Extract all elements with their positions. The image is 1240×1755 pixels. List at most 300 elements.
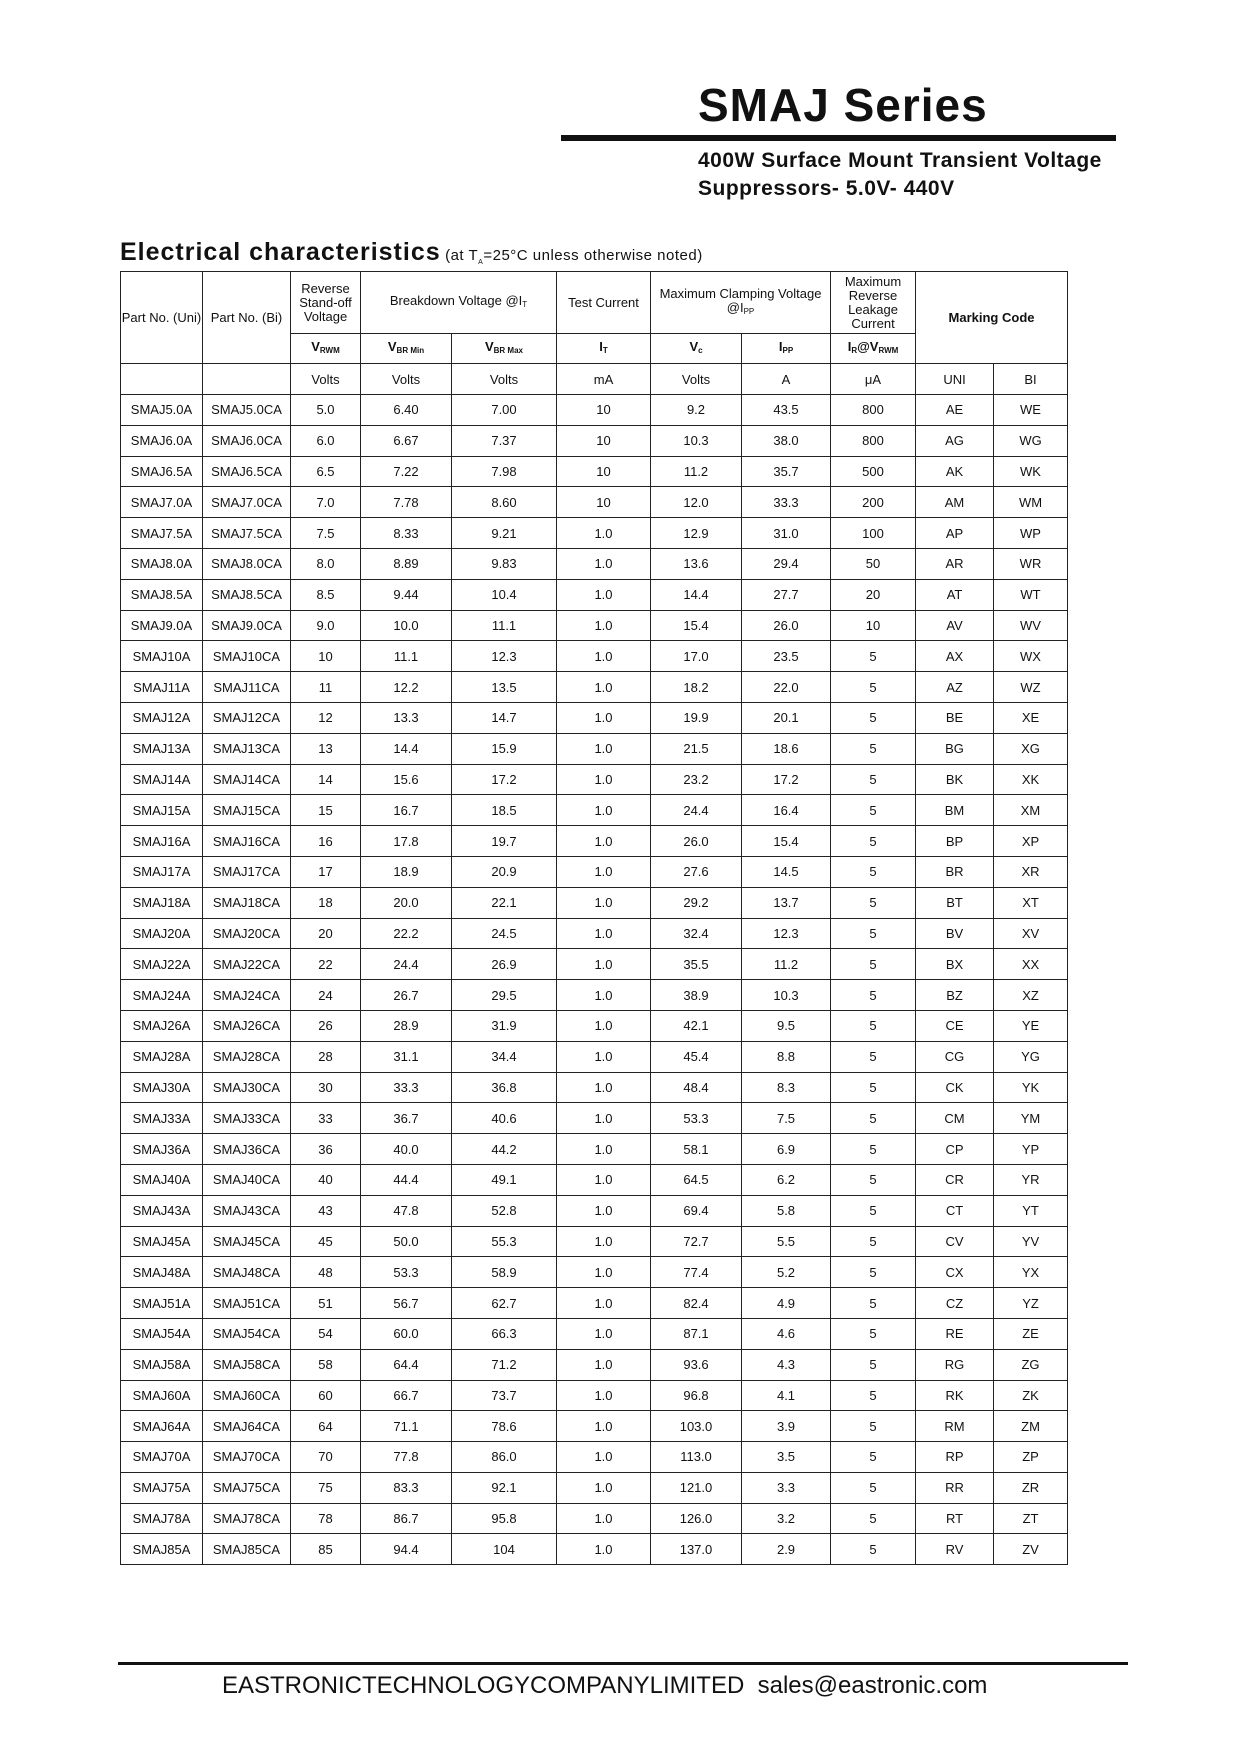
cell-ir: 20 bbox=[831, 579, 916, 610]
table-row bbox=[121, 1411, 1068, 1442]
cell-vrwm: 33 bbox=[291, 1103, 361, 1134]
symbol-vbr-max-main: V bbox=[484, 338, 494, 354]
cell-vrwm: 58 bbox=[291, 1349, 361, 1380]
cell-marking-bi: XV bbox=[994, 918, 1068, 949]
cell-vc: 77.4 bbox=[651, 1257, 742, 1288]
cell-part-bi: SMAJ9.0CA bbox=[203, 610, 291, 641]
table-row bbox=[121, 1195, 1068, 1226]
cell-vrwm: 24 bbox=[291, 980, 361, 1011]
cell-vbr-max: 17.2 bbox=[452, 764, 557, 795]
cell-vrwm: 36 bbox=[291, 1134, 361, 1165]
cell-ipp: 8.3 bbox=[742, 1072, 831, 1103]
cell-vbr-max: 49.1 bbox=[452, 1164, 557, 1195]
cell-ir: 100 bbox=[831, 518, 916, 549]
cell-marking-bi: YE bbox=[994, 1010, 1068, 1041]
cell-part-bi: SMAJ10CA bbox=[203, 641, 291, 672]
cell-vbr-max: 19.7 bbox=[452, 826, 557, 857]
cell-part-uni: SMAJ64A bbox=[121, 1411, 203, 1442]
cell-marking-uni: AE bbox=[916, 395, 994, 426]
cell-marking-uni: BT bbox=[916, 887, 994, 918]
cell-marking-bi: YV bbox=[994, 1226, 1068, 1257]
cell-marking-uni: CX bbox=[916, 1257, 994, 1288]
cell-part-bi: SMAJ11CA bbox=[203, 672, 291, 703]
cell-marking-uni: CV bbox=[916, 1226, 994, 1257]
cell-part-bi: SMAJ13CA bbox=[203, 733, 291, 764]
cell-vbr-min: 94.4 bbox=[361, 1534, 452, 1565]
cell-part-bi: SMAJ12CA bbox=[203, 702, 291, 733]
cell-vc: 13.6 bbox=[651, 548, 742, 579]
cell-marking-uni: AZ bbox=[916, 672, 994, 703]
cell-it: 1.0 bbox=[557, 887, 651, 918]
cell-ipp: 22.0 bbox=[742, 672, 831, 703]
cell-marking-bi: WE bbox=[994, 395, 1068, 426]
cell-part-uni: SMAJ17A bbox=[121, 856, 203, 887]
cell-vbr-max: 34.4 bbox=[452, 1041, 557, 1072]
section-note-suffix: =25°C unless otherwise noted) bbox=[483, 247, 703, 264]
cell-vbr-max: 15.9 bbox=[452, 733, 557, 764]
header-part-bi: Part No. (Bi) bbox=[203, 272, 291, 364]
cell-ir: 5 bbox=[831, 1349, 916, 1380]
cell-vrwm: 45 bbox=[291, 1226, 361, 1257]
cell-part-bi: SMAJ15CA bbox=[203, 795, 291, 826]
unit-vc: Volts bbox=[651, 364, 742, 395]
cell-part-bi: SMAJ30CA bbox=[203, 1072, 291, 1103]
cell-vbr-min: 86.7 bbox=[361, 1503, 452, 1534]
cell-vbr-min: 7.22 bbox=[361, 456, 452, 487]
subtitle-line-1: 400W Surface Mount Transient Voltage bbox=[698, 149, 1102, 172]
cell-marking-bi: WM bbox=[994, 487, 1068, 518]
cell-it: 1.0 bbox=[557, 733, 651, 764]
cell-vbr-max: 13.5 bbox=[452, 672, 557, 703]
cell-part-uni: SMAJ45A bbox=[121, 1226, 203, 1257]
cell-marking-bi: WT bbox=[994, 579, 1068, 610]
table-row bbox=[121, 1349, 1068, 1380]
cell-ir: 5 bbox=[831, 1072, 916, 1103]
cell-vrwm: 60 bbox=[291, 1380, 361, 1411]
cell-marking-uni: CT bbox=[916, 1195, 994, 1226]
cell-marking-bi: ZP bbox=[994, 1442, 1068, 1473]
cell-marking-bi: XP bbox=[994, 826, 1068, 857]
cell-vbr-max: 40.6 bbox=[452, 1103, 557, 1134]
cell-ir: 5 bbox=[831, 1318, 916, 1349]
cell-ir: 5 bbox=[831, 733, 916, 764]
cell-ir: 500 bbox=[831, 456, 916, 487]
cell-vc: 64.5 bbox=[651, 1164, 742, 1195]
subtitle-line-2: Suppressors- 5.0V- 440V bbox=[698, 177, 955, 200]
table-row bbox=[121, 1534, 1068, 1565]
cell-vrwm: 7.0 bbox=[291, 487, 361, 518]
cell-it: 1.0 bbox=[557, 702, 651, 733]
symbol-ir-mid: @V bbox=[857, 338, 879, 354]
cell-vrwm: 8.0 bbox=[291, 548, 361, 579]
cell-vbr-min: 12.2 bbox=[361, 672, 452, 703]
cell-vrwm: 28 bbox=[291, 1041, 361, 1072]
cell-ir: 5 bbox=[831, 1472, 916, 1503]
cell-part-uni: SMAJ6.5A bbox=[121, 456, 203, 487]
cell-ipp: 6.2 bbox=[742, 1164, 831, 1195]
cell-marking-uni: RV bbox=[916, 1534, 994, 1565]
cell-vbr-min: 60.0 bbox=[361, 1318, 452, 1349]
cell-marking-bi: YZ bbox=[994, 1288, 1068, 1319]
symbol-vbr-max-sub: BR Max bbox=[493, 345, 523, 355]
cell-marking-uni: BZ bbox=[916, 980, 994, 1011]
cell-ipp: 3.5 bbox=[742, 1442, 831, 1473]
cell-vrwm: 48 bbox=[291, 1257, 361, 1288]
cell-part-uni: SMAJ15A bbox=[121, 795, 203, 826]
footer-company: EASTRONICTECHNOLOGYCOMPANYLIMITED bbox=[222, 1672, 745, 1699]
cell-vbr-min: 24.4 bbox=[361, 949, 452, 980]
cell-ipp: 12.3 bbox=[742, 918, 831, 949]
cell-marking-uni: CP bbox=[916, 1134, 994, 1165]
cell-ir: 5 bbox=[831, 1534, 916, 1565]
cell-marking-uni: BP bbox=[916, 826, 994, 857]
header-clamping-desc bbox=[651, 272, 831, 334]
cell-ipp: 14.5 bbox=[742, 856, 831, 887]
cell-ir: 5 bbox=[831, 1164, 916, 1195]
symbol-it-sub: T bbox=[602, 345, 608, 355]
cell-vc: 27.6 bbox=[651, 856, 742, 887]
cell-vbr-max: 24.5 bbox=[452, 918, 557, 949]
cell-part-bi: SMAJ78CA bbox=[203, 1503, 291, 1534]
cell-vc: 24.4 bbox=[651, 795, 742, 826]
cell-vrwm: 40 bbox=[291, 1164, 361, 1195]
cell-vbr-max: 104 bbox=[452, 1534, 557, 1565]
table-row bbox=[121, 579, 1068, 610]
cell-marking-uni: RM bbox=[916, 1411, 994, 1442]
cell-it: 1.0 bbox=[557, 1534, 651, 1565]
cell-part-uni: SMAJ78A bbox=[121, 1503, 203, 1534]
section-note bbox=[445, 247, 703, 264]
symbol-ipp-main: I bbox=[778, 338, 783, 354]
cell-part-bi: SMAJ70CA bbox=[203, 1442, 291, 1473]
cell-marking-bi: ZG bbox=[994, 1349, 1068, 1380]
cell-ipp: 18.6 bbox=[742, 733, 831, 764]
cell-vbr-min: 6.67 bbox=[361, 425, 452, 456]
cell-part-uni: SMAJ51A bbox=[121, 1288, 203, 1319]
units-blank-uni bbox=[121, 364, 203, 395]
symbol-it bbox=[557, 334, 651, 364]
cell-marking-uni: AM bbox=[916, 487, 994, 518]
cell-marking-bi: ZV bbox=[994, 1534, 1068, 1565]
table-row bbox=[121, 1041, 1068, 1072]
cell-part-uni: SMAJ22A bbox=[121, 949, 203, 980]
cell-part-uni: SMAJ9.0A bbox=[121, 610, 203, 641]
cell-part-bi: SMAJ60CA bbox=[203, 1380, 291, 1411]
cell-vrwm: 64 bbox=[291, 1411, 361, 1442]
cell-marking-bi: YP bbox=[994, 1134, 1068, 1165]
breakdown-label: Breakdown Voltage @I bbox=[389, 292, 523, 308]
cell-vbr-min: 53.3 bbox=[361, 1257, 452, 1288]
cell-vrwm: 5.0 bbox=[291, 395, 361, 426]
cell-it: 1.0 bbox=[557, 1380, 651, 1411]
cell-marking-uni: RK bbox=[916, 1380, 994, 1411]
cell-vc: 26.0 bbox=[651, 826, 742, 857]
cell-ipp: 9.5 bbox=[742, 1010, 831, 1041]
cell-vbr-min: 71.1 bbox=[361, 1411, 452, 1442]
cell-ipp: 4.9 bbox=[742, 1288, 831, 1319]
cell-vc: 72.7 bbox=[651, 1226, 742, 1257]
table-row bbox=[121, 1257, 1068, 1288]
cell-part-uni: SMAJ20A bbox=[121, 918, 203, 949]
cell-ipp: 11.2 bbox=[742, 949, 831, 980]
cell-vbr-min: 56.7 bbox=[361, 1288, 452, 1319]
cell-ipp: 29.4 bbox=[742, 548, 831, 579]
table-row bbox=[121, 764, 1068, 795]
symbol-vbr-min-sub: BR Min bbox=[396, 345, 425, 355]
cell-part-bi: SMAJ28CA bbox=[203, 1041, 291, 1072]
cell-ipp: 17.2 bbox=[742, 764, 831, 795]
cell-marking-bi: YT bbox=[994, 1195, 1068, 1226]
table-row bbox=[121, 918, 1068, 949]
table-row bbox=[121, 1442, 1068, 1473]
symbol-ipp bbox=[742, 334, 831, 364]
cell-marking-bi: ZT bbox=[994, 1503, 1068, 1534]
cell-vc: 103.0 bbox=[651, 1411, 742, 1442]
cell-vbr-max: 78.6 bbox=[452, 1411, 557, 1442]
table-row bbox=[121, 795, 1068, 826]
cell-vrwm: 85 bbox=[291, 1534, 361, 1565]
cell-part-bi: SMAJ7.0CA bbox=[203, 487, 291, 518]
cell-vbr-min: 20.0 bbox=[361, 887, 452, 918]
cell-part-bi: SMAJ58CA bbox=[203, 1349, 291, 1380]
cell-ipp: 5.8 bbox=[742, 1195, 831, 1226]
table-row bbox=[121, 826, 1068, 857]
cell-marking-bi: WX bbox=[994, 641, 1068, 672]
cell-marking-bi: YM bbox=[994, 1103, 1068, 1134]
cell-it: 1.0 bbox=[557, 918, 651, 949]
cell-it: 1.0 bbox=[557, 1472, 651, 1503]
symbol-vc-main: V bbox=[689, 338, 699, 354]
cell-vrwm: 18 bbox=[291, 887, 361, 918]
cell-vbr-max: 7.37 bbox=[452, 425, 557, 456]
cell-part-uni: SMAJ26A bbox=[121, 1010, 203, 1041]
cell-ipp: 13.7 bbox=[742, 887, 831, 918]
section-title: Electrical characteristics bbox=[120, 238, 441, 266]
cell-vbr-min: 17.8 bbox=[361, 826, 452, 857]
cell-vc: 35.5 bbox=[651, 949, 742, 980]
cell-marking-bi: ZR bbox=[994, 1472, 1068, 1503]
cell-marking-bi: WG bbox=[994, 425, 1068, 456]
cell-ipp: 26.0 bbox=[742, 610, 831, 641]
cell-ir: 5 bbox=[831, 1411, 916, 1442]
cell-it: 1.0 bbox=[557, 548, 651, 579]
cell-part-uni: SMAJ43A bbox=[121, 1195, 203, 1226]
cell-vc: 58.1 bbox=[651, 1134, 742, 1165]
cell-vc: 10.3 bbox=[651, 425, 742, 456]
cell-vc: 96.8 bbox=[651, 1380, 742, 1411]
cell-vc: 12.0 bbox=[651, 487, 742, 518]
cell-vrwm: 54 bbox=[291, 1318, 361, 1349]
cell-marking-bi: YG bbox=[994, 1041, 1068, 1072]
cell-part-bi: SMAJ24CA bbox=[203, 980, 291, 1011]
cell-vc: 38.9 bbox=[651, 980, 742, 1011]
cell-vbr-max: 66.3 bbox=[452, 1318, 557, 1349]
cell-vbr-min: 64.4 bbox=[361, 1349, 452, 1380]
cell-marking-bi: YR bbox=[994, 1164, 1068, 1195]
symbol-ir-sub: R bbox=[851, 345, 858, 355]
cell-vbr-max: 52.8 bbox=[452, 1195, 557, 1226]
cell-vrwm: 75 bbox=[291, 1472, 361, 1503]
cell-vrwm: 78 bbox=[291, 1503, 361, 1534]
cell-vc: 42.1 bbox=[651, 1010, 742, 1041]
cell-marking-bi: WP bbox=[994, 518, 1068, 549]
cell-vrwm: 6.0 bbox=[291, 425, 361, 456]
cell-vbr-min: 28.9 bbox=[361, 1010, 452, 1041]
cell-it: 1.0 bbox=[557, 1134, 651, 1165]
cell-part-uni: SMAJ58A bbox=[121, 1349, 203, 1380]
cell-vbr-min: 8.89 bbox=[361, 548, 452, 579]
table-body bbox=[121, 395, 1068, 1565]
cell-ipp: 33.3 bbox=[742, 487, 831, 518]
cell-marking-bi: XG bbox=[994, 733, 1068, 764]
cell-part-bi: SMAJ75CA bbox=[203, 1472, 291, 1503]
cell-part-bi: SMAJ85CA bbox=[203, 1534, 291, 1565]
cell-part-uni: SMAJ11A bbox=[121, 672, 203, 703]
cell-marking-bi: WK bbox=[994, 456, 1068, 487]
cell-ipp: 4.1 bbox=[742, 1380, 831, 1411]
cell-part-uni: SMAJ7.5A bbox=[121, 518, 203, 549]
cell-vc: 32.4 bbox=[651, 918, 742, 949]
cell-part-bi: SMAJ43CA bbox=[203, 1195, 291, 1226]
cell-vrwm: 13 bbox=[291, 733, 361, 764]
table-row bbox=[121, 1164, 1068, 1195]
cell-ir: 5 bbox=[831, 1257, 916, 1288]
unit-vbr-min: Volts bbox=[361, 364, 452, 395]
cell-vbr-max: 26.9 bbox=[452, 949, 557, 980]
cell-marking-uni: BV bbox=[916, 918, 994, 949]
cell-part-bi: SMAJ6.0CA bbox=[203, 425, 291, 456]
cell-marking-uni: BG bbox=[916, 733, 994, 764]
cell-ipp: 31.0 bbox=[742, 518, 831, 549]
cell-part-uni: SMAJ5.0A bbox=[121, 395, 203, 426]
cell-vbr-min: 14.4 bbox=[361, 733, 452, 764]
cell-part-uni: SMAJ24A bbox=[121, 980, 203, 1011]
cell-ipp: 20.1 bbox=[742, 702, 831, 733]
section-note-prefix: (at T bbox=[445, 247, 479, 264]
table-row bbox=[121, 856, 1068, 887]
cell-part-uni: SMAJ18A bbox=[121, 887, 203, 918]
clamping-label-sub: PP bbox=[743, 306, 755, 316]
cell-vbr-max: 95.8 bbox=[452, 1503, 557, 1534]
cell-marking-uni: BR bbox=[916, 856, 994, 887]
cell-vrwm: 26 bbox=[291, 1010, 361, 1041]
cell-ir: 5 bbox=[831, 1134, 916, 1165]
cell-part-bi: SMAJ54CA bbox=[203, 1318, 291, 1349]
table-row bbox=[121, 456, 1068, 487]
cell-ir: 5 bbox=[831, 795, 916, 826]
cell-marking-bi: XK bbox=[994, 764, 1068, 795]
header-vrwm-desc: Reverse Stand-off Voltage bbox=[291, 272, 361, 334]
cell-vrwm: 17 bbox=[291, 856, 361, 887]
cell-it: 1.0 bbox=[557, 1195, 651, 1226]
cell-vbr-max: 7.00 bbox=[452, 395, 557, 426]
cell-vc: 87.1 bbox=[651, 1318, 742, 1349]
cell-vbr-max: 22.1 bbox=[452, 887, 557, 918]
symbol-ir-main: I bbox=[847, 338, 852, 354]
cell-vbr-max: 55.3 bbox=[452, 1226, 557, 1257]
cell-it: 1.0 bbox=[557, 610, 651, 641]
cell-vbr-min: 66.7 bbox=[361, 1380, 452, 1411]
cell-vc: 15.4 bbox=[651, 610, 742, 641]
table-row bbox=[121, 1072, 1068, 1103]
table-row bbox=[121, 548, 1068, 579]
cell-it: 1.0 bbox=[557, 518, 651, 549]
cell-ipp: 6.9 bbox=[742, 1134, 831, 1165]
cell-part-uni: SMAJ85A bbox=[121, 1534, 203, 1565]
cell-part-uni: SMAJ13A bbox=[121, 733, 203, 764]
cell-it: 1.0 bbox=[557, 1103, 651, 1134]
page-title: SMAJ Series bbox=[698, 79, 988, 131]
cell-vc: 69.4 bbox=[651, 1195, 742, 1226]
cell-it: 1.0 bbox=[557, 641, 651, 672]
symbol-vrwm-sub: RWM bbox=[319, 345, 340, 355]
cell-vbr-max: 62.7 bbox=[452, 1288, 557, 1319]
cell-vbr-min: 83.3 bbox=[361, 1472, 452, 1503]
cell-vbr-min: 50.0 bbox=[361, 1226, 452, 1257]
cell-part-bi: SMAJ45CA bbox=[203, 1226, 291, 1257]
cell-vc: 113.0 bbox=[651, 1442, 742, 1473]
table-row bbox=[121, 980, 1068, 1011]
cell-vc: 93.6 bbox=[651, 1349, 742, 1380]
cell-vrwm: 12 bbox=[291, 702, 361, 733]
table-row bbox=[121, 1288, 1068, 1319]
cell-vbr-max: 86.0 bbox=[452, 1442, 557, 1473]
symbol-vc bbox=[651, 334, 742, 364]
cell-vc: 137.0 bbox=[651, 1534, 742, 1565]
units-blank-bi bbox=[203, 364, 291, 395]
cell-part-uni: SMAJ28A bbox=[121, 1041, 203, 1072]
cell-marking-uni: CE bbox=[916, 1010, 994, 1041]
cell-ir: 800 bbox=[831, 395, 916, 426]
cell-vbr-min: 33.3 bbox=[361, 1072, 452, 1103]
cell-it: 1.0 bbox=[557, 1010, 651, 1041]
cell-part-uni: SMAJ48A bbox=[121, 1257, 203, 1288]
cell-it: 1.0 bbox=[557, 949, 651, 980]
cell-part-bi: SMAJ8.5CA bbox=[203, 579, 291, 610]
cell-vbr-min: 22.2 bbox=[361, 918, 452, 949]
cell-ipp: 3.3 bbox=[742, 1472, 831, 1503]
cell-vbr-max: 92.1 bbox=[452, 1472, 557, 1503]
cell-vbr-max: 10.4 bbox=[452, 579, 557, 610]
table-row bbox=[121, 1103, 1068, 1134]
table-row bbox=[121, 641, 1068, 672]
cell-ir: 5 bbox=[831, 1010, 916, 1041]
symbol-ir bbox=[831, 334, 916, 364]
cell-marking-bi: WZ bbox=[994, 672, 1068, 703]
cell-it: 1.0 bbox=[557, 1257, 651, 1288]
clamping-label: Maximum Clamping Voltage @I bbox=[659, 285, 822, 315]
cell-marking-uni: RP bbox=[916, 1442, 994, 1473]
cell-vrwm: 6.5 bbox=[291, 456, 361, 487]
unit-marking-uni: UNI bbox=[916, 364, 994, 395]
cell-it: 10 bbox=[557, 487, 651, 518]
cell-ir: 5 bbox=[831, 1226, 916, 1257]
cell-marking-bi: XX bbox=[994, 949, 1068, 980]
cell-vbr-max: 11.1 bbox=[452, 610, 557, 641]
cell-part-uni: SMAJ33A bbox=[121, 1103, 203, 1134]
cell-marking-bi: XE bbox=[994, 702, 1068, 733]
cell-vrwm: 11 bbox=[291, 672, 361, 703]
cell-marking-uni: AK bbox=[916, 456, 994, 487]
cell-vrwm: 70 bbox=[291, 1442, 361, 1473]
header-marking-code: Marking Code bbox=[916, 272, 1068, 364]
cell-it: 10 bbox=[557, 395, 651, 426]
cell-vbr-max: 20.9 bbox=[452, 856, 557, 887]
cell-vrwm: 14 bbox=[291, 764, 361, 795]
cell-vbr-min: 31.1 bbox=[361, 1041, 452, 1072]
table-row bbox=[121, 949, 1068, 980]
cell-it: 1.0 bbox=[557, 1411, 651, 1442]
